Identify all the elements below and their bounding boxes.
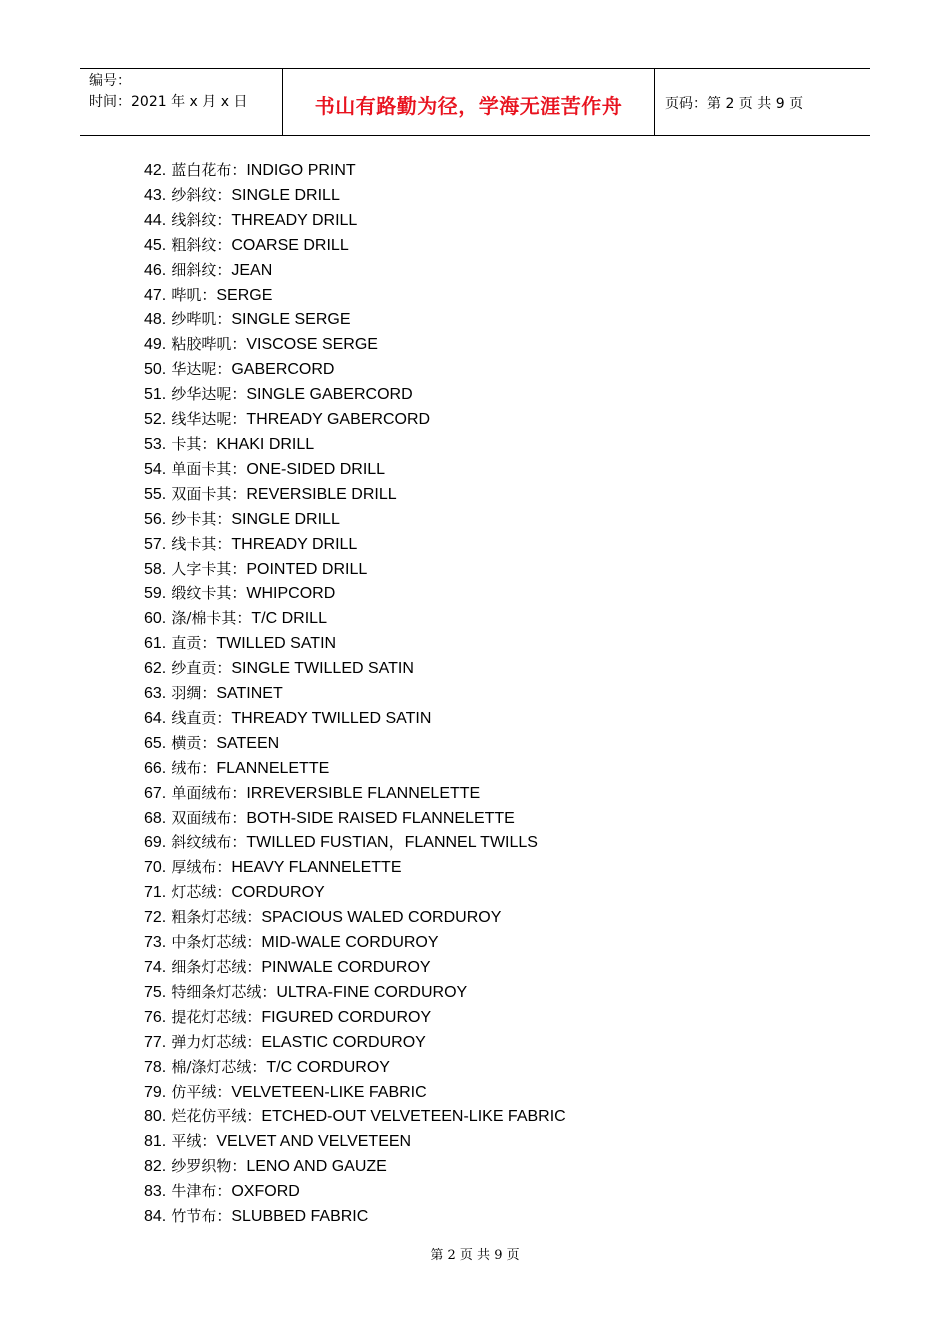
entry-number: 63. [144,685,167,703]
entry-number: 60. [144,610,167,628]
entry-chinese-term: 特细条灯芯绒： [171,982,277,1001]
entry-chinese-term: 斜纹绒布： [171,833,247,852]
entry-chinese-term: 双面绒布： [171,808,247,827]
list-item [144,407,566,432]
entry-english-term: HEAVY FLANNELETTE [231,859,402,877]
list-item [144,482,566,507]
entry-chinese-term: 纱斜纹： [171,185,232,204]
list-item [144,557,566,582]
list-item [144,781,566,806]
list-item [144,233,566,258]
number-label: 编号： [89,73,131,89]
entry-english-term: CORDUROY [231,884,325,902]
entry-chinese-term: 厚绒布： [171,858,232,877]
header-page-cell [655,69,870,135]
entry-number: 54. [144,460,167,478]
list-item [144,656,566,681]
entry-chinese-term: 绒布： [171,758,217,777]
entry-chinese-term: 蓝白花布： [171,161,247,179]
entry-english-term: THREADY GABERCORD [246,411,431,429]
page-footer [0,1244,950,1263]
list-item [144,332,566,357]
entry-chinese-term: 烂花仿平绒： [171,1107,262,1126]
entry-english-term: SLUBBED FABRIC [231,1208,369,1226]
entry-chinese-term: 平绒： [171,1132,217,1151]
entry-chinese-term: 直贡： [171,634,217,653]
entry-chinese-term: 细条灯芯绒： [171,958,262,976]
entry-number: 61. [144,635,167,653]
entry-number: 82. [144,1158,167,1176]
entry-chinese-term: 中条灯芯绒： [171,933,262,952]
entry-chinese-term: 灯芯绒： [171,883,232,902]
entry-number: 81. [144,1133,167,1151]
entry-english-term: SATEEN [216,734,280,752]
entry-english-term: ULTRA-FINE CORDUROY [276,983,468,1001]
entry-number: 73. [144,934,167,952]
entry-english-term: ETCHED-OUT VELVETEEN-LIKE FABRIC [261,1108,566,1126]
entry-number: 57. [144,535,167,553]
list-item [144,905,566,930]
entry-number: 46. [144,261,167,279]
list-item [144,631,566,656]
list-item [144,830,566,855]
entry-number: 48. [144,311,167,329]
entry-english-term: THREADY DRILL [231,535,358,553]
entry-chinese-term: 纱直贡： [171,659,232,678]
list-item [144,756,566,781]
list-item [144,980,566,1005]
entry-chinese-term: 棉/涤灯芯绒： [171,1057,267,1076]
entry-english-term: VELVET AND VELVETEEN [216,1133,412,1151]
entry-chinese-term: 粘胶哔叽： [171,335,247,354]
entry-number: 77. [144,1033,167,1051]
entry-english-term: SPACIOUS WALED CORDUROY [261,909,502,927]
entry-chinese-term: 弹力灯芯绒： [171,1032,262,1051]
entry-number: 56. [144,510,167,528]
entry-chinese-term: 线斜纹： [171,210,232,229]
page-header [80,68,870,136]
entry-number: 49. [144,336,167,354]
entry-number: 75. [144,983,167,1001]
list-item [144,806,566,831]
entry-english-term: SINGLE TWILLED SATIN [231,660,414,678]
list-item [144,382,566,407]
entry-number: 42. [144,162,167,179]
entry-number: 62. [144,660,167,678]
entry-number: 68. [144,809,167,827]
entry-english-term: LENO AND GAUZE [246,1158,387,1176]
entry-number: 52. [144,411,167,429]
header-motto-cell [282,69,655,135]
entry-number: 64. [144,709,167,727]
list-item [144,357,566,382]
entry-english-term: SINGLE DRILL [231,510,340,528]
list-item [144,681,566,706]
list-item [144,158,566,183]
entry-number: 78. [144,1058,167,1076]
entry-number: 58. [144,560,167,578]
entry-english-term: SINGLE GABERCORD [246,386,413,404]
entry-chinese-term: 单面绒布： [171,783,247,802]
entry-english-term: POINTED DRILL [246,560,368,578]
entry-chinese-term: 线华达呢： [171,410,247,429]
entry-chinese-term: 牛津布： [171,1182,232,1201]
entry-english-term: SINGLE SERGE [231,311,351,329]
entry-english-term: GABERCORD [231,361,335,379]
entry-chinese-term: 粗斜纹： [171,235,232,254]
entry-english-term: T/C CORDUROY [266,1058,390,1076]
entry-chinese-term: 横贡： [171,733,217,752]
entry-english-term: KHAKI DRILL [216,435,315,453]
list-item [144,930,566,955]
list-item [144,1104,566,1129]
entry-number: 53. [144,435,167,453]
list-item [144,1179,566,1204]
entry-number: 55. [144,485,167,503]
page-label: 页码：第 2 页 共 9 页 [665,96,804,112]
list-item [144,457,566,482]
entry-english-term: THREADY TWILLED SATIN [231,709,432,727]
entry-chinese-term: 哔叽： [171,285,217,304]
entry-number: 74. [144,959,167,976]
entry-number: 45. [144,236,167,254]
entry-chinese-term: 纱卡其： [171,509,232,528]
entry-number: 84. [144,1208,167,1226]
list-item [144,1129,566,1154]
list-item [144,532,566,557]
list-item [144,432,566,457]
entry-number: 83. [144,1183,167,1201]
entry-english-term: INDIGO PRINT [246,162,356,179]
entry-english-term: TWILLED FUSTIAN，FLANNEL TWILLS [246,834,538,852]
entry-english-term: SATINET [216,685,283,703]
entry-chinese-term: 线直贡： [171,708,232,727]
entry-chinese-term: 纱华达呢： [171,385,247,404]
entry-number: 65. [144,734,167,752]
entry-number: 66. [144,759,167,777]
entry-number: 44. [144,211,167,229]
entry-chinese-term: 卡其： [171,434,217,453]
list-item [144,1080,566,1105]
list-item [144,731,566,756]
list-item [144,706,566,731]
list-item [144,507,566,532]
entry-english-term: T/C DRILL [251,610,327,628]
entry-english-term: IRREVERSIBLE FLANNELETTE [246,784,481,802]
entry-chinese-term: 羽绸： [171,684,217,703]
entry-chinese-term: 双面卡其： [171,484,247,503]
list-item [144,208,566,233]
term-list [144,158,566,1229]
entry-chinese-term: 纱罗织物： [171,1157,247,1176]
entry-english-term: MID-WALE CORDUROY [261,934,439,952]
entry-chinese-term: 细斜纹： [171,260,232,279]
entry-chinese-term: 提花灯芯绒： [171,1007,262,1026]
list-item [144,183,566,208]
entry-english-term: REVERSIBLE DRILL [246,485,397,503]
entry-number: 43. [144,186,167,204]
entry-english-term: TWILLED SATIN [216,635,337,653]
list-item [144,880,566,905]
entry-english-term: SINGLE DRILL [231,186,340,204]
list-item [144,606,566,631]
entry-english-term: WHIPCORD [246,585,336,603]
list-item [144,1055,566,1080]
entry-number: 79. [144,1083,167,1101]
entry-english-term: BOTH-SIDE RAISED FLANNELETTE [246,809,515,827]
entry-english-term: FLANNELETTE [216,759,330,777]
entry-chinese-term: 竹节布： [171,1207,232,1226]
list-item [144,1154,566,1179]
footer-page-number: 第 2 页 共 9 页 [430,1248,520,1263]
entry-english-term: JEAN [231,261,273,279]
entry-number: 76. [144,1008,167,1026]
entry-english-term: PINWALE CORDUROY [261,959,431,976]
list-item [144,1204,566,1229]
entry-english-term: ONE-SIDED DRILL [246,460,386,478]
entry-english-term: THREADY DRILL [231,211,358,229]
entry-number: 71. [144,884,167,902]
list-item [144,581,566,606]
entry-chinese-term: 人字卡其： [171,559,247,578]
entry-english-term: COARSE DRILL [231,236,349,254]
entry-chinese-term: 涤/棉卡其： [171,609,252,628]
list-item [144,1030,566,1055]
list-item [144,307,566,332]
header-meta [80,69,282,135]
entry-chinese-term: 华达呢： [171,360,232,379]
entry-english-term: VISCOSE SERGE [246,336,378,354]
list-item [144,955,566,980]
entry-number: 69. [144,834,167,852]
entry-chinese-term: 仿平绒： [171,1082,232,1101]
motto: 书山有路勤为径，学海无涯苦作舟 [314,93,623,118]
entry-chinese-term: 线卡其： [171,534,232,553]
entry-number: 80. [144,1108,167,1126]
list-item [144,258,566,283]
entry-chinese-term: 粗条灯芯绒： [171,908,262,927]
entry-english-term: SERGE [216,286,273,304]
entry-chinese-term: 纱哔叽： [171,310,232,329]
entry-english-term: OXFORD [231,1183,300,1201]
entry-chinese-term: 缎纹卡其： [171,584,247,603]
entry-number: 50. [144,361,167,379]
entry-english-term: FIGURED CORDUROY [261,1008,432,1026]
entry-number: 47. [144,286,167,304]
list-item [144,1005,566,1030]
time-label: 时间：2021 年 x 月 x 日 [89,94,248,110]
entry-number: 67. [144,784,167,802]
entry-chinese-term: 单面卡其： [171,459,247,478]
list-item [144,283,566,308]
entry-number: 72. [144,909,167,927]
entry-number: 70. [144,859,167,877]
list-item [144,855,566,880]
entry-number: 51. [144,386,167,404]
entry-english-term: VELVETEEN-LIKE FABRIC [231,1083,427,1101]
entry-english-term: ELASTIC CORDUROY [261,1033,426,1051]
entry-number: 59. [144,585,167,603]
